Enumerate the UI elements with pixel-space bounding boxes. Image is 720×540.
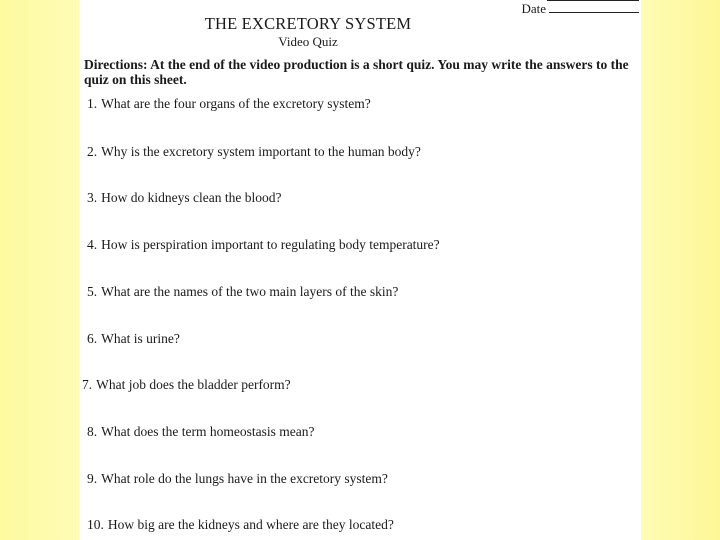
- question-9: [87, 471, 388, 486]
- question-number: 3.: [87, 190, 98, 205]
- question-number: 2.: [87, 144, 98, 159]
- question-10: [87, 517, 394, 532]
- question-number: 7.: [82, 377, 93, 392]
- page-title: THE EXCRETORY SYSTEM: [204, 14, 412, 33]
- question-7: [82, 377, 291, 392]
- question-2: [87, 144, 421, 159]
- question-text: How big are the kidneys and where are they located?: [107, 517, 394, 532]
- question-8: [87, 424, 314, 439]
- date-label: Date: [521, 1, 546, 16]
- question-text: How is perspiration important to regulating body temperature?: [101, 237, 440, 252]
- question-1: [87, 96, 371, 111]
- question-number: 5.: [87, 284, 98, 299]
- question-text: What does the term homeostasis mean?: [101, 424, 315, 439]
- question-number: 8.: [87, 424, 98, 439]
- date-blank-line: [549, 1, 639, 13]
- question-number: 4.: [87, 237, 98, 252]
- page-subtitle: Video Quiz: [278, 34, 338, 49]
- question-text: How do kidneys clean the blood?: [101, 190, 282, 205]
- question-text: What are the names of the two main layers of the skin?: [101, 284, 399, 299]
- question-3: [87, 190, 281, 205]
- question-number: 9.: [87, 471, 98, 486]
- date-field: [521, 1, 639, 16]
- question-6: [87, 331, 180, 346]
- question-5: [87, 284, 398, 299]
- question-text: What role do the lungs have in the excretory system?: [101, 471, 388, 486]
- directions-text: Directions: At the end of the video production is a short quiz. You may write the answers to the quiz on this sheet.: [84, 57, 629, 87]
- question-text: What are the four organs of the excretory system?: [101, 96, 371, 111]
- question-4: [87, 237, 440, 252]
- question-text: What is urine?: [101, 331, 180, 346]
- quiz-sheet: [79, 0, 641, 540]
- question-text: Why is the excretory system important to the human body?: [101, 144, 421, 159]
- question-text: What job does the bladder perform?: [96, 377, 291, 392]
- question-number: 6.: [87, 331, 98, 346]
- question-number: 1.: [87, 96, 98, 111]
- question-number: 10.: [87, 517, 104, 532]
